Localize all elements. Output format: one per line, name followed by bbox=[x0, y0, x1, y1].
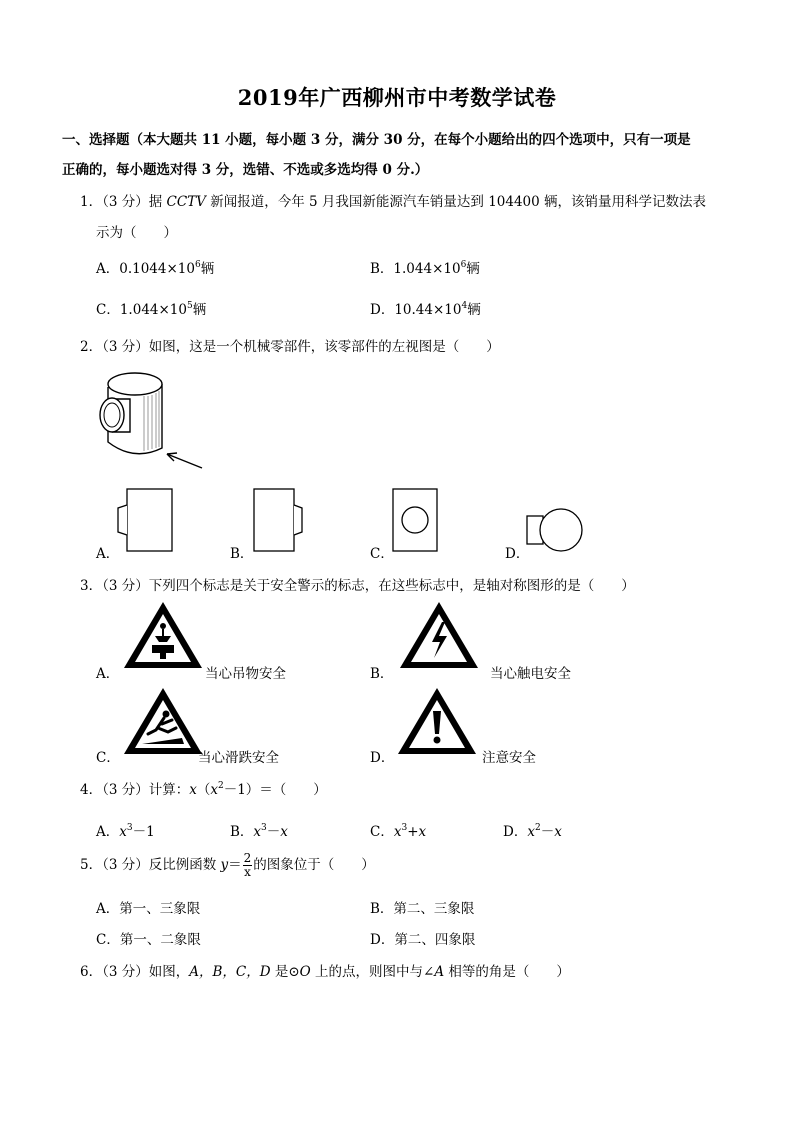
q2-option-c-figure[interactable] bbox=[392, 488, 440, 554]
q4-option-b[interactable]: B．$x^3-x$ bbox=[230, 823, 288, 840]
q6-stem: 6．（3 分）如图，A，B，C，D 是⊙O 上的点，则图中与∠A 相等的角是（ ） bbox=[80, 964, 570, 980]
page-title: 2019年广西柳州市中考数学试卷 bbox=[237, 85, 557, 110]
section-header-line2: 正确的，每小题选对得 3 分，选错、不选或多选均得 0 分.） bbox=[62, 162, 429, 178]
q2-option-c-label[interactable]: C． bbox=[370, 546, 394, 562]
q5-option-b[interactable]: B．第二、三象限 bbox=[370, 901, 475, 917]
q3-option-b-caption: 当心触电安全 bbox=[490, 666, 571, 682]
q5-option-a[interactable]: A．第一、三象限 bbox=[96, 901, 201, 917]
q3-stem: 3．（3 分）下列四个标志是关于安全警示的标志，在这些标志中，是轴对称图形的是（ ） bbox=[80, 578, 635, 594]
q1-option-c[interactable]: C．$1.044\times 10^5$辆 bbox=[96, 301, 207, 318]
q2-option-d-label[interactable]: D． bbox=[505, 546, 530, 562]
q4-option-d[interactable]: D．$x^2-x$ bbox=[503, 823, 562, 840]
q5-option-d[interactable]: D．第二、四象限 bbox=[370, 932, 476, 948]
q1-stem-line2: 示为（ ） bbox=[96, 225, 177, 241]
q4-option-a[interactable]: A．$x^3-1$ bbox=[96, 823, 155, 840]
q2-option-a-figure[interactable] bbox=[115, 488, 175, 554]
q5-stem: 5．（3 分）反比例函数 y＝ $\frac{2}{x}$ 的图象位于（ ） bbox=[80, 851, 375, 879]
q3-sign-b-electric-shock-icon[interactable] bbox=[398, 600, 480, 670]
q3-option-c-caption: 当心滑跌安全 bbox=[198, 750, 279, 766]
q5-fraction: $\frac{2}{x}$ bbox=[243, 851, 252, 879]
q3-option-a-caption: 当心吊物安全 bbox=[205, 666, 286, 682]
q3-sign-a-hanging-load-icon[interactable] bbox=[122, 600, 204, 670]
q5-option-c[interactable]: C．第一、二象限 bbox=[96, 932, 201, 948]
q2-option-d-figure[interactable] bbox=[525, 503, 585, 555]
q2-option-b-figure[interactable] bbox=[250, 488, 310, 554]
q3-option-d-label[interactable]: D． bbox=[370, 750, 395, 766]
q4-option-c[interactable]: C．$x^3+x$ bbox=[370, 823, 427, 840]
q2-option-a-label[interactable]: A． bbox=[96, 546, 120, 562]
q2-mechanical-part-figure bbox=[90, 362, 220, 477]
q1-option-d[interactable]: D．$10.44\times 10^4$辆 bbox=[370, 301, 481, 318]
q1-stem-line1: 1．（3 分）据 CCTV 新闻报道，今年 5 月我国新能源汽车销量达到 104400 辆，该销量用科学记数法表 bbox=[80, 194, 707, 210]
q2-option-b-label[interactable]: B． bbox=[230, 546, 254, 562]
q3-option-a-label[interactable]: A． bbox=[96, 666, 120, 682]
q1-option-b[interactable]: B．$1.044\times 10^6$辆 bbox=[370, 260, 480, 277]
section-header-line1: 一、选择题（本大题共 11 小题，每小题 3 分，满分 30 分，在每个小题给出的四个选项中，只有一项是 bbox=[62, 132, 691, 148]
q4-stem: 4．（3 分）计算：$x(x^2-1)=$（ ） bbox=[80, 781, 327, 798]
q2-stem: 2．（3 分）如图，这是一个机械零部件，该零部件的左视图是（ ） bbox=[80, 339, 500, 355]
q1-option-a[interactable]: A．$0.1044\times 10^6$辆 bbox=[96, 260, 215, 277]
q3-option-d-caption: 注意安全 bbox=[482, 750, 536, 766]
q3-sign-c-slippery-icon[interactable] bbox=[122, 686, 204, 756]
q3-option-b-label[interactable]: B． bbox=[370, 666, 394, 682]
q3-sign-d-exclamation-icon[interactable] bbox=[396, 686, 478, 756]
q3-option-c-label[interactable]: C． bbox=[96, 750, 120, 766]
